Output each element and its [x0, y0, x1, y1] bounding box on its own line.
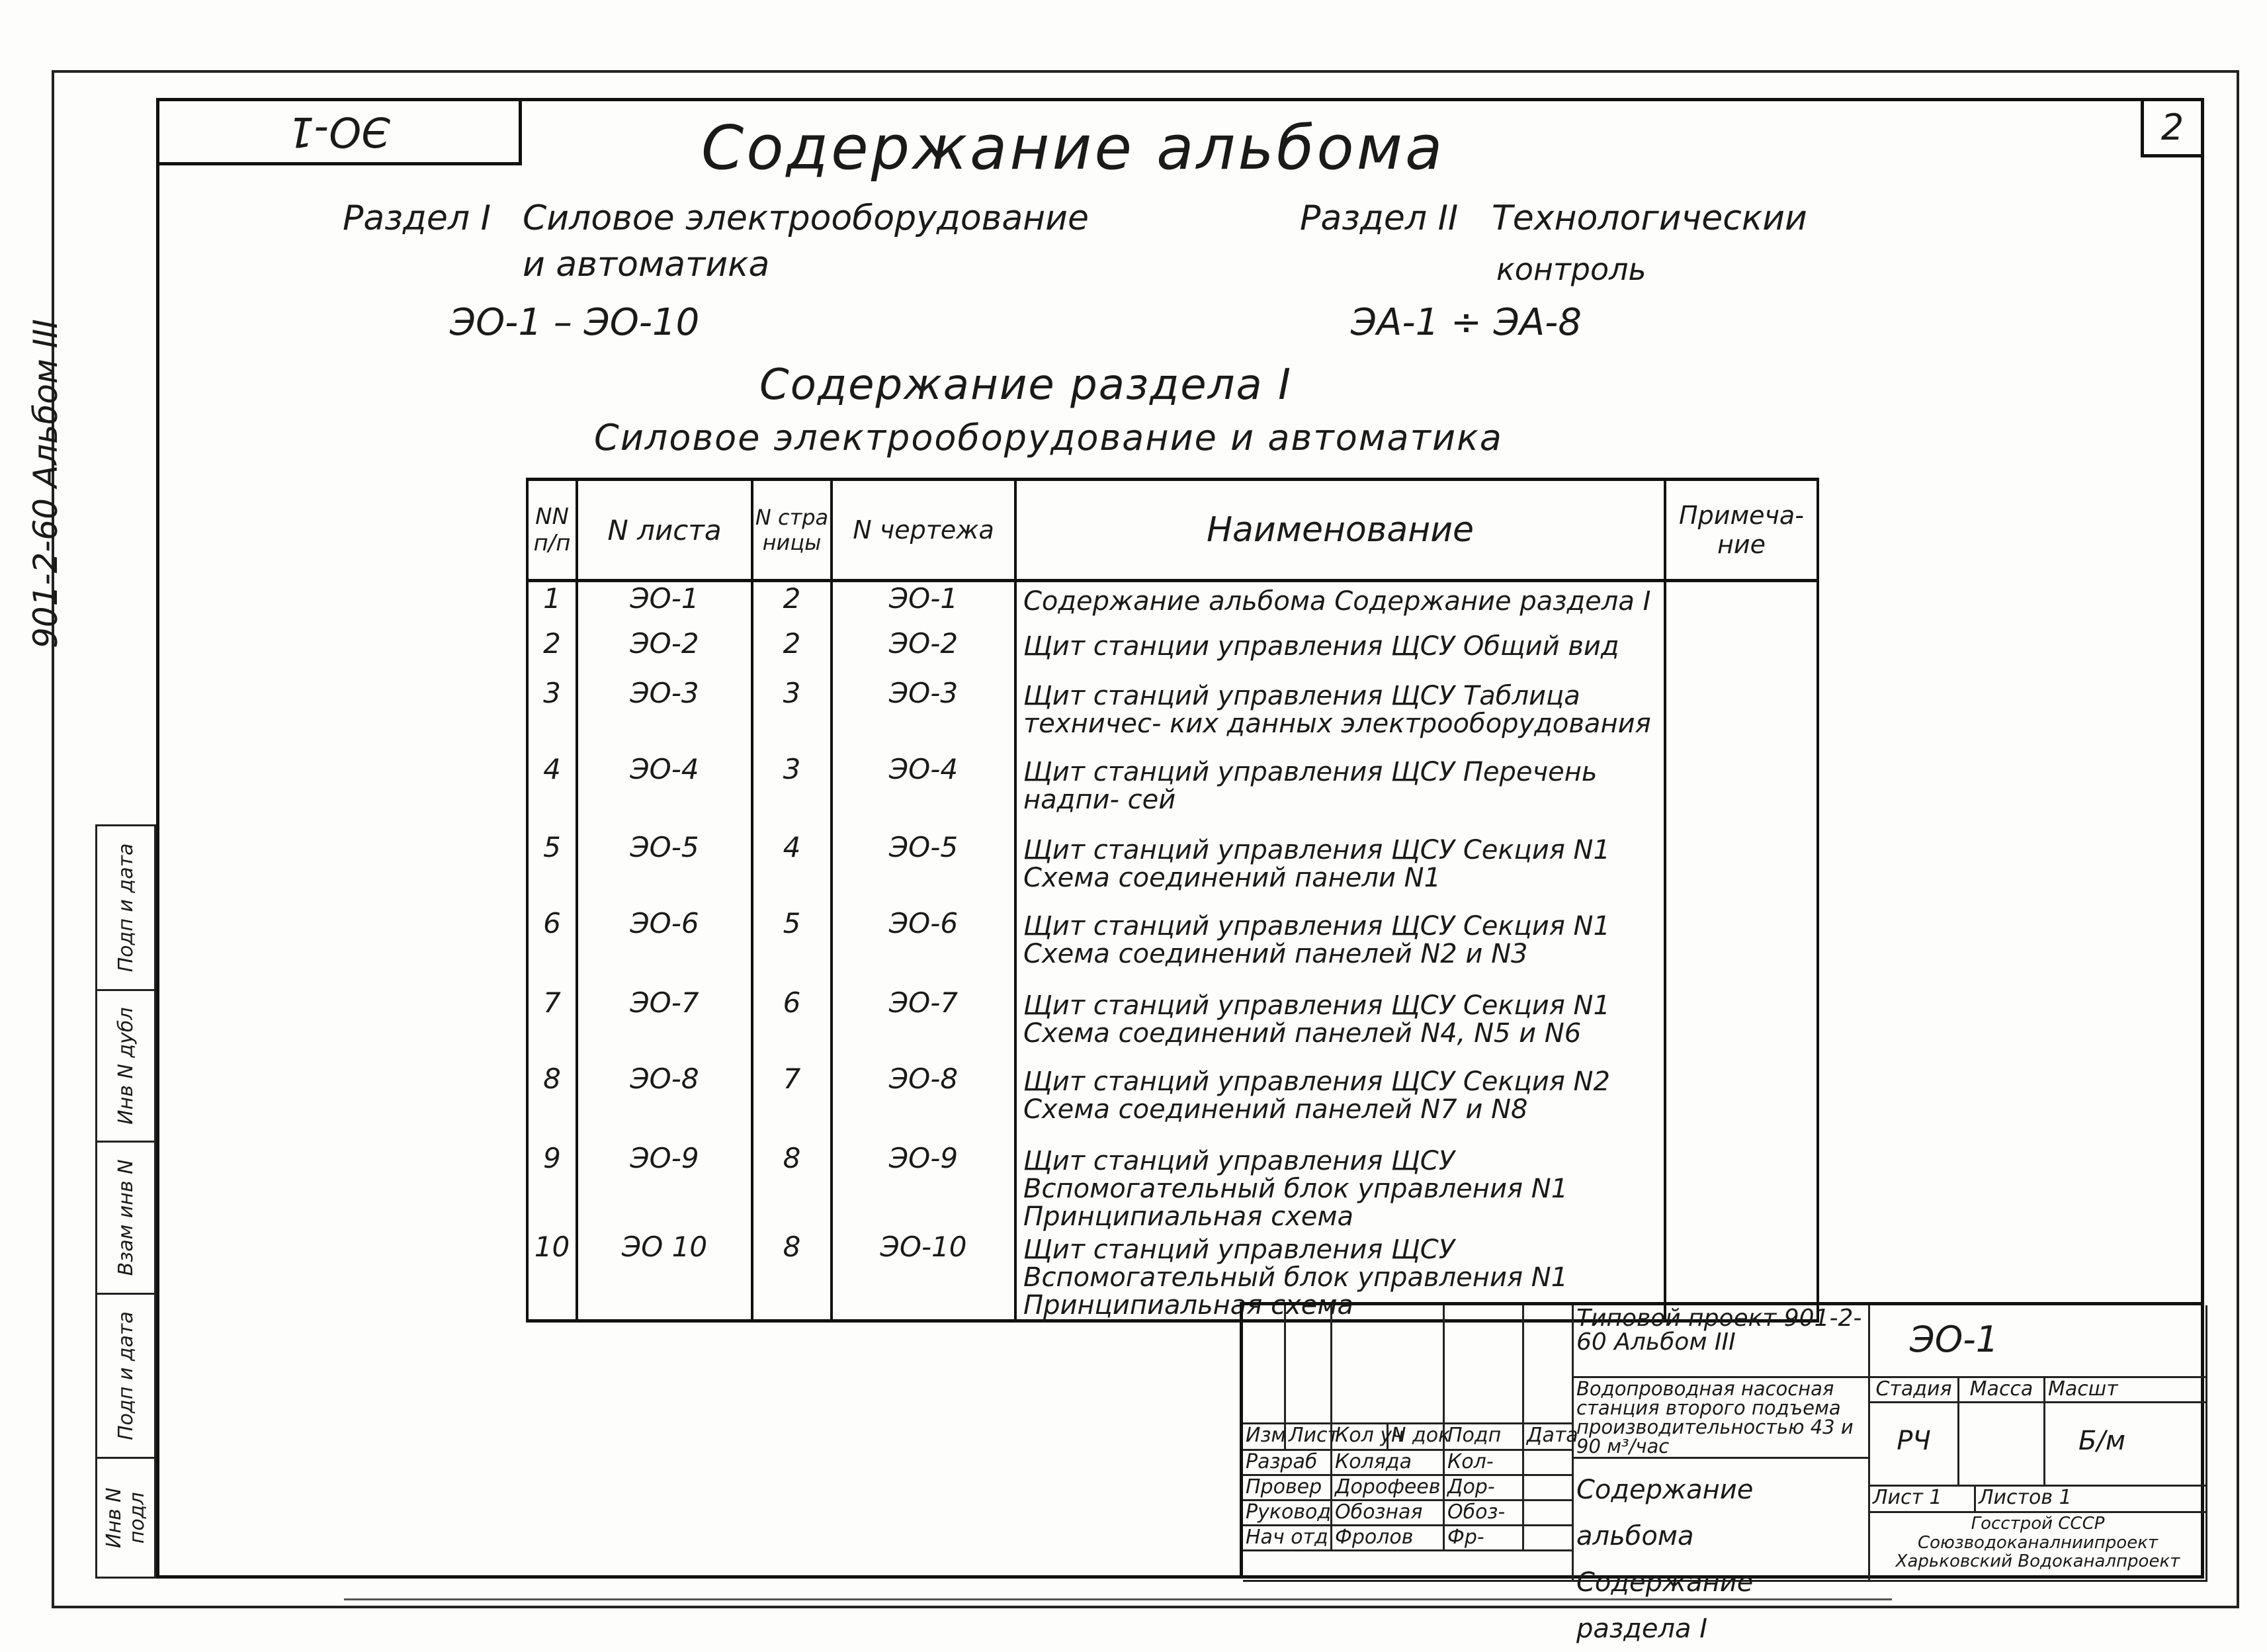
cell-nn: 9: [527, 1142, 577, 1231]
cell-sheet: ЭО-8: [577, 1063, 752, 1142]
cell-name: Щит станций управления ЩСУ Вспомогательный блок управления N1 Принципиальная схема: [1015, 1231, 1665, 1321]
tb-col-label: N док: [1389, 1424, 1445, 1451]
table-row: [527, 627, 1818, 677]
tb-mass: [1959, 1403, 2045, 1487]
cell-note: [1665, 831, 1818, 907]
tb-empty: [1524, 1451, 1574, 1476]
sheet-number-box: [2141, 98, 2204, 157]
table-row: [527, 907, 1818, 986]
section2-range: ЭА-1 ÷ ЭА-8: [1351, 301, 1582, 344]
corner-code-box: [156, 98, 522, 165]
tb-stage-label: Стадия: [1870, 1378, 1959, 1403]
stamp-cell: Подп и дата: [97, 826, 155, 990]
cell-note: [1665, 677, 1818, 753]
tb-scale: Б/м: [2045, 1403, 2207, 1487]
cell-nn: 8: [527, 1063, 577, 1142]
cell-page: 7: [752, 1063, 832, 1142]
cell-note: [1665, 627, 1818, 677]
cell-note: [1665, 986, 1818, 1063]
tb-empty: [1286, 1305, 1332, 1424]
tb-col-label: Подп: [1445, 1424, 1524, 1451]
stamp-cell: Инв N дубл: [97, 990, 155, 1141]
section-subtitle2: Силовое электрооборудование и автоматика: [594, 417, 1503, 458]
cell-drawing: ЭО-7: [832, 986, 1015, 1063]
cell-name: Щит станций управления ЩСУ Вспомогательный блок управления N1 Принципиальная схема: [1015, 1142, 1665, 1231]
side-album-label: 901-2-60 Альбом III: [26, 319, 65, 648]
tb-object: Водопроводная насосная станция второго подъема производительностью 43 и 90 м³/час: [1574, 1378, 1870, 1459]
cell-nn: 10: [527, 1231, 577, 1321]
section1-name-line1: Силовое электрооборудование: [523, 198, 1089, 238]
header-nn: NN п/п: [527, 480, 577, 581]
cell-page: 8: [752, 1231, 832, 1321]
cell-drawing: ЭО-9: [832, 1142, 1015, 1231]
table-row: [527, 986, 1818, 1063]
corner-code: ЭО-1: [288, 108, 390, 156]
cell-drawing: ЭО-1: [832, 581, 1015, 627]
cell-nn: 4: [527, 753, 577, 831]
tb-organization: Госстрой СССР Союзводоканалниипроект Харьковский Водоканалпроект: [1870, 1513, 2207, 1582]
cell-page: 6: [752, 986, 832, 1063]
tb-stage: РЧ: [1870, 1403, 1959, 1487]
tb-role-name: Коляда: [1332, 1451, 1445, 1476]
tb-role-sign: Дор-: [1445, 1476, 1524, 1501]
tb-col-label: Изм: [1243, 1424, 1286, 1451]
cell-name: Щит станций управления ЩСУ Секция N1 Схема соединений панелей N2 и N3: [1015, 907, 1665, 986]
cell-sheet: ЭО-4: [577, 753, 752, 831]
tb-empty: [1524, 1476, 1574, 1501]
header-note: Примеча- ние: [1665, 480, 1818, 581]
tb-empty: [1332, 1305, 1445, 1424]
cell-nn: 2: [527, 627, 577, 677]
tb-role-name: Фролов: [1332, 1526, 1445, 1551]
title-block: [1240, 1302, 2204, 1644]
cell-note: [1665, 907, 1818, 986]
stamp-cell: Подп и дата: [97, 1293, 155, 1458]
cell-page: 4: [752, 831, 832, 907]
cell-sheet: ЭО-3: [577, 677, 752, 753]
cell-name: Щит станций управления ЩСУ Секция N2 Схема соединений панелей N7 и N8: [1015, 1063, 1665, 1142]
cell-sheet: ЭО-2: [577, 627, 752, 677]
cell-note: [1665, 753, 1818, 831]
tb-role: Провер: [1243, 1476, 1332, 1501]
tb-role: Руковод: [1243, 1501, 1332, 1526]
section2-name-line2: контроль: [1496, 251, 1647, 287]
tb-role-name: Обозная: [1332, 1501, 1445, 1526]
cell-name: Содержание альбома Содержание раздела I: [1015, 581, 1665, 627]
table-row: [527, 753, 1818, 831]
tb-empty: [1524, 1526, 1574, 1551]
scan-bottom-line: [344, 1598, 1892, 1600]
tb-role-name: Дорофеев: [1332, 1476, 1445, 1501]
section2-name-line1: Технологическии: [1492, 198, 1807, 238]
cell-note: [1665, 1063, 1818, 1142]
header-name: Наименование: [1015, 480, 1665, 581]
tb-empty: [1524, 1501, 1574, 1526]
cell-page: 2: [752, 581, 832, 627]
header-sheet: N листа: [577, 480, 752, 581]
cell-drawing: ЭО-5: [832, 831, 1015, 907]
tb-role-sign: Фр-: [1445, 1526, 1524, 1551]
section1-name-line2: и автоматика: [523, 245, 770, 284]
section-subtitle: Содержание раздела I: [759, 361, 1292, 410]
tb-code: ЭО-1: [1870, 1305, 2207, 1378]
cell-name: Щит станций управления ЩСУ Секция N1 Схема соединений панели N1: [1015, 831, 1665, 907]
tb-col-label: Кол уч: [1332, 1424, 1389, 1451]
tb-doc-title1: Содержание альбома: [1576, 1475, 1754, 1551]
tb-project: Типовой проект 901-2-60 Альбом III: [1574, 1305, 1870, 1378]
tb-col-label: Лист: [1286, 1424, 1332, 1451]
tb-empty: [1243, 1551, 1574, 1582]
table-row: [527, 677, 1818, 753]
header-page: N стра ницы: [752, 480, 832, 581]
table-row: [527, 1142, 1818, 1231]
cell-note: [1665, 581, 1818, 627]
cell-drawing: ЭО-8: [832, 1063, 1015, 1142]
table-row: [527, 1063, 1818, 1142]
cell-name: Щит станций управления ЩСУ Таблица техничес- ких данных электрооборудования: [1015, 677, 1665, 753]
cell-nn: 3: [527, 677, 577, 753]
cell-sheet: ЭО 10: [577, 1231, 752, 1321]
tb-doc-titles: [1574, 1459, 1870, 1644]
tb-role-sign: Обоз-: [1445, 1501, 1524, 1526]
section1-range: ЭО-1 – ЭО-10: [450, 301, 700, 344]
tb-empty: [1243, 1305, 1286, 1424]
tb-role: Нач отд: [1243, 1526, 1332, 1551]
tb-empty: [1445, 1305, 1524, 1424]
cell-nn: 6: [527, 907, 577, 986]
tb-doc-title2: Содержание раздела I: [1576, 1567, 1754, 1644]
cell-nn: 5: [527, 831, 577, 907]
cell-sheet: ЭО-7: [577, 986, 752, 1063]
cell-name: Щит станций управления ЩСУ Перечень надпи- сей: [1015, 753, 1665, 831]
cell-name: Щит станции управления ЩСУ Общий вид: [1015, 627, 1665, 677]
tb-sheet: Лист 1: [1870, 1487, 1976, 1513]
cell-drawing: ЭО-2: [832, 627, 1015, 677]
tb-role: Разраб: [1243, 1451, 1332, 1476]
tb-col-label: Дата: [1524, 1424, 1574, 1451]
cell-sheet: ЭО-1: [577, 581, 752, 627]
header-drawing: N чертежа: [832, 480, 1015, 581]
cell-nn: 7: [527, 986, 577, 1063]
cell-sheet: ЭО-6: [577, 907, 752, 986]
cell-sheet: ЭО-5: [577, 831, 752, 907]
cell-name: Щит станций управления ЩСУ Секция N1 Схема соединений панелей N4, N5 и N6: [1015, 986, 1665, 1063]
cell-drawing: ЭО-6: [832, 907, 1015, 986]
cell-note: [1665, 1142, 1818, 1231]
cell-page: 3: [752, 753, 832, 831]
cell-drawing: ЭО-10: [832, 1231, 1015, 1321]
cell-page: 8: [752, 1142, 832, 1231]
cell-sheet: ЭО-9: [577, 1142, 752, 1231]
tb-role-sign: Кол-: [1445, 1451, 1524, 1476]
table-row: [527, 831, 1818, 907]
stamp-cell: Инв N подл: [97, 1458, 155, 1578]
sheet-number: 2: [2160, 107, 2184, 148]
tb-scale-label: Масшт: [2045, 1378, 2207, 1403]
left-stamp: [95, 824, 156, 1579]
contents-table: [526, 478, 1819, 1323]
table-header-row: [527, 480, 1818, 581]
section2-label: Раздел II: [1300, 198, 1459, 238]
tb-empty: [1524, 1305, 1574, 1424]
cell-drawing: ЭО-3: [832, 677, 1015, 753]
cell-nn: 1: [527, 581, 577, 627]
tb-mass-label: Масса: [1959, 1378, 2045, 1403]
cell-drawing: ЭО-4: [832, 753, 1015, 831]
table-row: [527, 581, 1818, 627]
cell-page: 2: [752, 627, 832, 677]
section1-label: Раздел I: [343, 198, 491, 238]
tb-sheets: Листов 1: [1976, 1487, 2207, 1513]
stamp-cell: Взам инв N: [97, 1142, 155, 1293]
cell-page: 3: [752, 677, 832, 753]
page-title: Содержание альбома: [701, 112, 1445, 183]
cell-page: 5: [752, 907, 832, 986]
